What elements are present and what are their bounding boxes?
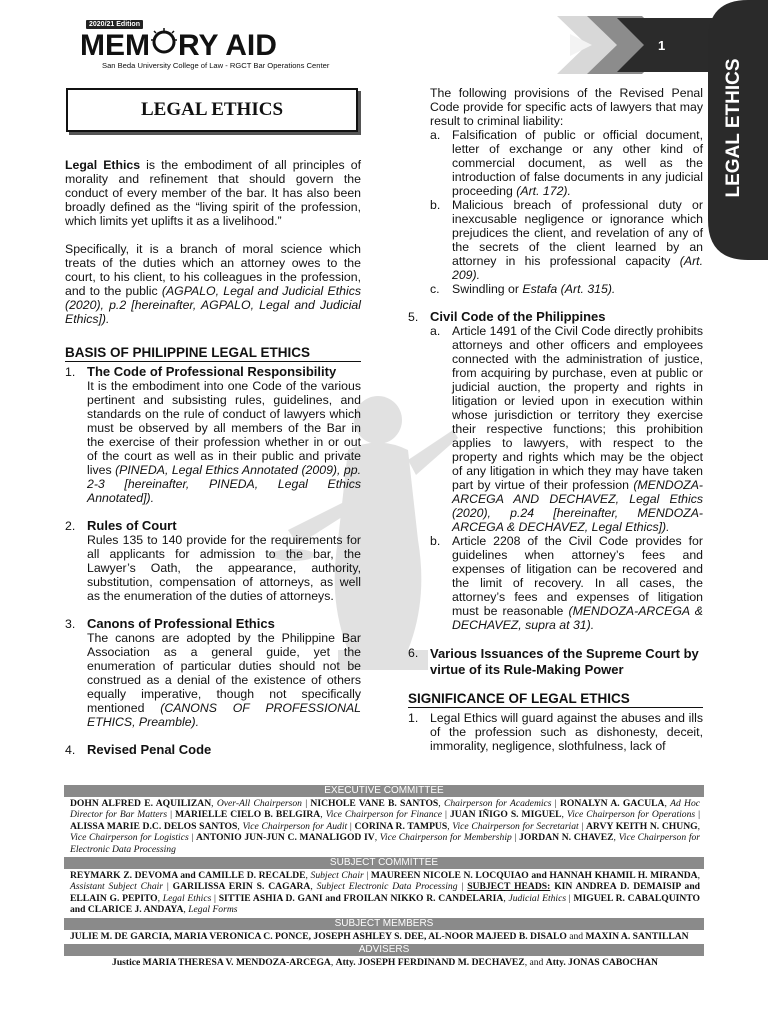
separator: | — [442, 809, 450, 821]
member-name: RONALYN A. GACULA — [559, 798, 665, 809]
separator: , — [305, 870, 311, 882]
member-name: ALISSA MARIE D.C. DELOS SANTOS — [70, 820, 238, 832]
sub-cite: (Art. 172). — [516, 184, 571, 198]
item-number: 1. — [65, 365, 76, 379]
adviser-name: Justice MARIA THERESA V. MENDOZA-ARCEGA — [112, 957, 331, 969]
separator: , — [561, 809, 567, 821]
sub-letter: b. — [430, 198, 441, 212]
member-role: Over-All Chairperson — [216, 798, 302, 809]
separator: | — [347, 820, 355, 832]
rpc-section — [408, 86, 703, 296]
member-role: Vice Chairperson for Electronic Data Processing — [70, 832, 701, 855]
item-number: 4. — [65, 743, 76, 757]
sub-body: Article 2208 of the Civil Code provides for guidelines when attorney’s fees and expenses of litigation can be recovered and the limit of recovery. In all cases, the attorney’s fees and expenses of litigation must be reasonable — [452, 534, 703, 618]
separator: | — [457, 881, 468, 893]
separator: , — [697, 870, 701, 882]
separator: , — [447, 820, 453, 832]
civil-sub-item — [430, 534, 703, 632]
basis-item — [65, 617, 361, 729]
member-name: DOHN ALFRED E. AQUILIZAN — [70, 798, 212, 809]
sub-body: Article 1491 of the Civil Code directly prohibits attorneys and other officers and employees connected with the administration of justice, from acquiring by purchase, even at public or judicial auction, the property and rights in litigation or levied upon in execution within whose jurisdiction or territory they exercise their respective functions; this prohibition applies to lawyers, with respect to the property and rights which may be the object of any litigation in which they may have taken part by virtue of their profession — [452, 324, 703, 492]
sub-cite: (MENDOZA-ARCEGA & DECHAVEZ, supra at 31). — [452, 604, 703, 632]
item-body: It is the embodiment into one Code of the various pertinent and subsisting rules, guidelines, and standards on the rule of conduct of lawyers which must be observed by all members of the Bar in the exercise of their profession whether in or out of the court as well as in their public and private lives — [87, 379, 361, 477]
brand-left: MEM — [80, 29, 150, 62]
subject-members-list — [64, 930, 704, 944]
subject-members-bar: SUBJECT MEMBERS — [64, 918, 704, 930]
member-name: CORINA R. TAMPUS — [354, 820, 448, 832]
right-column — [408, 86, 703, 753]
member-role: Vice Chairperson for Membership — [379, 832, 512, 844]
separator: , — [438, 798, 444, 809]
page-number: 1 — [658, 38, 666, 53]
item-body: The canons are adopted by the Philippine Bar Association as a general guide, yet the enumeration of particular duties should not be construed as a denial of the existence of others equally imperative, though not specifically mentioned — [87, 631, 361, 715]
item-title: Civil Code of the Philippines — [430, 309, 606, 324]
separator: , — [310, 881, 317, 893]
item-title: Various Issuances of the Supreme Court by virtue of its Rule-Making Power — [430, 646, 699, 677]
sub-text — [452, 324, 703, 534]
advisers-list — [64, 956, 704, 970]
basis-item — [65, 519, 361, 603]
intro-p1-text: is the embodiment of all principles of morality and refinement that should govern the conduct of every member of the bar. It has also been broadly defined as the “living spirit of the profession, which limits yet uplifts it as a livelihood.” — [65, 158, 361, 228]
intro-term: Legal Ethics — [65, 158, 141, 172]
member-name: MAUREEN NICOLE N. LOCQUIAO and HANNAH KHAMIL H. MIRANDA — [370, 870, 698, 882]
left-column — [65, 158, 361, 757]
sub-body: Falsification of public or official document, letter of exchange or any other kind of commercial document, as well as the introduction of false documents in any judicial proceeding — [452, 128, 703, 198]
executive-committee-bar: EXECUTIVE COMMITTEE — [64, 785, 704, 797]
logo-subtitle: San Beda University College of Law - RGCT Bar Operations Center — [102, 61, 330, 70]
item-cite: (PINEDA, Legal Ethics Annotated (2009), pp. 2-3 [hereinafter, PINEDA, Legal Ethics Annotated]). — [87, 463, 361, 505]
sub-text — [452, 198, 703, 282]
subject-committee-bar: SUBJECT COMMITTEE — [64, 857, 704, 869]
sub-letter: a. — [430, 324, 441, 338]
sub-text — [452, 128, 703, 198]
item-number: 1. — [408, 711, 419, 725]
item-text: Legal Ethics will guard against the abuses and ills of the profession such as dishonesty, deceit, immorality, negligence, slothfulness, lack of — [430, 711, 703, 753]
item-number: 2. — [65, 519, 76, 533]
brand-wordmark — [80, 28, 277, 63]
separator: , — [320, 809, 326, 821]
rpc-sub-item — [430, 282, 703, 296]
separator: , — [613, 832, 619, 844]
member-name: MARIELLE CIELO B. BELGIRA — [175, 809, 321, 821]
member-role: Subject Electronic Data Processing — [316, 881, 458, 893]
intro-p2-cite: (AGPALO, Legal and Judicial Ethics (2020), p.2 [hereinafter, AGPALO, Legal and Judicial Ethics]). — [65, 284, 361, 326]
separator: | — [578, 820, 586, 832]
page-title: LEGAL ETHICS — [66, 88, 358, 132]
separator: | — [695, 809, 701, 821]
separator: , and — [524, 957, 546, 969]
member-name: GARILISSA ERIN S. CAGARA — [172, 881, 311, 893]
item-title: The Code of Professional Responsibility — [87, 364, 337, 379]
memory-aid-logo — [80, 20, 340, 72]
member-role: Judicial Ethics — [508, 892, 567, 904]
member-names: JULIE M. DE GARCIA, MARIA VERONICA C. PONCE, JOSEPH ASHLEY S. DEE, AL-NOOR MAJEED B. DISALO — [70, 930, 567, 942]
significance-heading: SIGNIFICANCE OF LEGAL ETHICS — [408, 692, 703, 708]
separator: | — [551, 798, 560, 809]
separator: | — [211, 892, 219, 904]
basis-item — [408, 646, 703, 678]
intro-paragraph-2 — [65, 242, 361, 326]
member-name: JORDAN N. CHAVEZ — [519, 832, 614, 844]
separator: | — [363, 870, 371, 882]
sub-text — [452, 282, 703, 296]
member-name: NICHOLE VANE B. SANTOS — [310, 798, 439, 809]
member-name: REYMARK Z. DEVOMA and CAMILLE D. RECALDE — [70, 870, 306, 882]
member-role: Ad Hoc Director for Bar Matters — [70, 798, 701, 821]
item-text: Rules 135 to 140 provide for the requirements for all applicants for admission to the bar, the Lawyer’s Oath, the appearance, authority, substitution, compensation of attorneys, as well as the enumeration of the duties of attorneys. — [87, 533, 361, 603]
sub-letter: a. — [430, 128, 441, 142]
adviser-name: Atty. JONAS CABOCHAN — [545, 957, 658, 969]
separator: , — [374, 832, 380, 844]
subject-committee-list — [64, 869, 704, 918]
basis-item — [65, 743, 361, 757]
side-tab-label: LEGAL ETHICS — [723, 58, 744, 198]
intro-paragraph-1 — [65, 158, 361, 228]
member-role: Vice Chairperson for Audit — [242, 820, 348, 832]
sub-cite: Estafa (Art. 315). — [522, 282, 616, 296]
civil-sub-item — [430, 324, 703, 534]
separator: | — [511, 832, 520, 844]
adviser-name: Atty. JOSEPH FERDINAND M. DECHAVEZ — [335, 957, 525, 969]
member-role: Chairperson for Academics — [443, 798, 552, 809]
item-text — [87, 631, 361, 729]
sub-cite: (MENDOZA-ARCEGA AND DECHAVEZ, Legal Ethics (2020), p.24 [hereinafter, MENDOZA-ARCEGA & DECHAVEZ, Legal Ethics]). — [452, 478, 703, 534]
sub-cite: (Art. 209). — [452, 254, 703, 282]
separator: , — [664, 798, 671, 809]
member-role: Legal Ethics — [162, 892, 212, 904]
member-role: Assistant Subject Chair — [70, 881, 164, 893]
member-name: MIGUEL R. CABALQUINTO and CLARICE J. ANDAYA — [70, 892, 700, 916]
separator: | — [566, 892, 574, 904]
item-cite: (CANONS OF PROFESSIONAL ETHICS, Preamble). — [87, 701, 362, 729]
item-title: Revised Penal Code — [87, 742, 212, 757]
member-name: JUAN IÑIGO S. MIGUEL — [449, 809, 562, 821]
rpc-sub-item — [430, 198, 703, 282]
separator: , — [503, 892, 509, 904]
separator: , — [697, 820, 700, 832]
sub-text — [452, 534, 703, 632]
member-name: KIN ANDREA D. DEMAISIP and ELLAIN G. PEPITO — [70, 881, 701, 904]
edition-badge: 2020/21 Edition — [86, 20, 143, 29]
credits-footer — [64, 785, 704, 970]
sub-letter: b. — [430, 534, 441, 548]
separator: | — [301, 798, 311, 809]
member-role: Vice Chairperson for Secretariat — [452, 820, 579, 832]
item-title: Rules of Court — [87, 518, 177, 533]
executive-committee-list — [64, 797, 704, 857]
item-title: Canons of Professional Ethics — [87, 616, 275, 631]
separator: , — [237, 820, 243, 832]
member-role: Subject Chair — [310, 870, 364, 882]
item-number: 3. — [65, 617, 76, 631]
significance-item — [408, 711, 703, 753]
item-number: 5. — [408, 310, 419, 324]
member-role: Vice Chairperson for Operations — [566, 809, 696, 821]
member-name: MAXIN A. SANTILLAN — [585, 930, 689, 942]
sub-body: Swindling or — [452, 282, 523, 296]
member-role: Vice Chairperson for Finance — [325, 809, 443, 821]
member-name: ARVY KEITH N. CHUNG — [586, 820, 698, 832]
rpc-intro: The following provisions of the Revised Penal Code provide for specific acts of lawyers that may result to criminal liability: — [430, 86, 703, 128]
separator: | — [188, 832, 196, 844]
rpc-sub-item — [430, 128, 703, 198]
separator: , — [211, 798, 217, 809]
basis-heading: BASIS OF PHILIPPINE LEGAL ETHICS — [65, 346, 361, 362]
subject-heads-label: SUBJECT HEADS: — [467, 881, 551, 893]
separator: and — [566, 930, 586, 942]
advisers-bar: ADVISERS — [64, 944, 704, 956]
lightbulb-icon — [151, 28, 177, 58]
sub-body: Malicious breach of professional duty or inexcusable negligence or ignorance which prejudices the client, and revelation of any of the secrets of the client learned by an attorney in his professional capacity — [452, 198, 703, 268]
intro-p2-text: Specifically, it is a branch of moral science which treats of the duties which an attorney owes to the court, to his client, to his colleagues in the profession, and to the public — [65, 242, 361, 298]
separator: , — [183, 904, 189, 916]
member-role: Vice Chairperson for Logistics — [70, 832, 189, 844]
separator: , — [330, 957, 336, 969]
member-role: Legal Forms — [188, 904, 238, 916]
basis-item — [408, 310, 703, 632]
member-name: SITTIE ASHIA D. GANI and FROILAN NIKKO R. CANDELARIA — [218, 892, 504, 904]
item-number: 6. — [408, 646, 419, 660]
member-name: ANTONIO JUN-JUN C. MANALIGOD IV — [196, 832, 375, 844]
separator: | — [167, 809, 175, 821]
sub-letter: c. — [430, 282, 440, 296]
brand-right: RY AID — [178, 29, 277, 62]
basis-item — [65, 365, 361, 505]
separator: , — [157, 892, 163, 904]
separator: | — [163, 881, 173, 893]
item-text — [87, 379, 361, 505]
